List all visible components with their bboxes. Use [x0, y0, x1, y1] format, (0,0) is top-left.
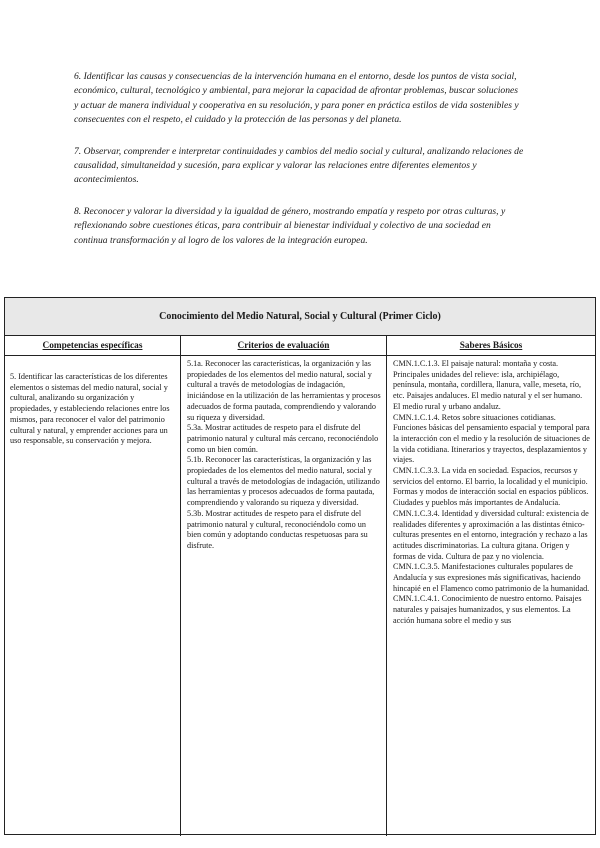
saber-item: CMN.1.C.3.5. Manifestaciones culturales populares de Andalucía y sus expresiones más significativas, haciendo hincapié en el Flamenco como patrimonio de la humanidad.: [393, 562, 590, 593]
objective-6: 6. Identificar las causas y consecuencias de la intervención humana en el entorno, desde los puntos de vista social, económico, cultural, tecnológico y ambiental, para mejorar la capacidad de afrontar problemas, buscar soluciones y actuar de manera individual y cooperativa en su resolución, y para poner en práctica estilos de vida sostenibles y consecuentes con el respeto, el cuidado y la protección de las personas y del planeta.: [74, 71, 519, 126]
criterio-item: 5.3b. Mostrar actitudes de respeto para el disfrute del patrimonio natural y cultural, reconociéndolo como un bien común y adoptando conductas respetuosas para su disfrute.: [187, 508, 368, 550]
competencias-cell: [5, 356, 181, 836]
objective-7: 7. Observar, comprender e interpretar continuidades y cambios del medio social y cultural, analizando relaciones de causalidad, simultaneidad y sucesión, para explicar y valorar las relaciones entre diferentes elementos y acontecimientos.: [74, 145, 524, 186]
table-body-row: [5, 356, 595, 836]
criterio-item: 5.3a. Mostrar actitudes de respeto para el disfrute del patrimonio natural y cultural más cercano, reconociéndolo como un bien común.: [187, 423, 379, 454]
table-title: Conocimiento del Medio Natural, Social y Cultural (Primer Ciclo): [5, 298, 595, 336]
saber-item: CMN.1.C.1.4. Retos sobre situaciones cotidianas. Funciones básicas del pensamiento espacial y temporal para la interacción con el medio y la resolución de situaciones de la vida cotidiana. Itinerarios y trayectos, desplazamientos y viajes.: [393, 412, 590, 465]
competencia-text: 5. Identificar las características de los diferentes elementos o sistemas del medio natural, social y cultural, analizando su organización y propiedades, y estableciendo relaciones entre los mismos, para reconocer el valor del patrimonio cultural y natural, y emprender acciones para un uso responsable, su conservación y mejora.: [10, 372, 170, 446]
criterio-item: 5.1a. Reconocer las características, la organización y las propiedades de los elementos del medio natural, social y cultural a través de metodologías de indagación, iniciándose en la utilización de las herramientas y procesos adecuados de forma pautada, comprendiendo y valorando su riqueza y diversidad.: [187, 359, 381, 422]
saber-item: CMN.1.C.3.4. Identidad y diversidad cultural: existencia de realidades diferentes y aproximación a las distintas étnico-culturas presentes en el entorno, integración y rechazo a las actitudes discriminatorias. La cultura gitana. Origen y formas de vida. Cultura de paz y no violencia.: [393, 508, 589, 561]
criterio-item: 5.1b. Reconocer las características, la organización y las propiedades de los elementos del medio natural, social y cultural a través de metodologías de indagación, utilizando las herramientas y procesos adecuados de forma pautada, comprendiendo y valorando su riqueza y diversidad.: [187, 455, 380, 508]
saberes-cell: [387, 356, 595, 836]
saber-item: CMN.1.C.4.1. Conocimiento de nuestro entorno. Paisajes naturales y paisajes humanizados, y sus elementos. La acción humana sobre el medio y sus: [393, 594, 582, 625]
header-criterios: Criterios de evaluación: [181, 336, 387, 355]
header-saberes: Saberes Básicos: [459, 340, 523, 351]
saber-item: CMN.1.C.1.3. El paisaje natural: montaña y costa. Principales unidades del relieve: isla, archipiélago, península, montaña, cordillera, llanura, valle, meseta, río, etc. Paisajes andaluces. El medio natural y el ser humano. El medio rural y urbano andaluz.: [393, 359, 583, 411]
header-competencias: Competencias específicas: [5, 336, 181, 355]
curriculum-table: [4, 297, 596, 835]
objective-8: 8. Reconocer y valorar la diversidad y la igualdad de género, mostrando empatía y respeto por otras culturas, y reflexionando sobre cuestiones éticas, para contribuir al bienestar individual y colectivo de una sociedad en continua transformación y al logro de los valores de la integración europea.: [74, 205, 506, 246]
table-header-row: [5, 336, 595, 356]
saber-item: CMN.1.C.3.3. La vida en sociedad. Espacios, recursos y servicios del entorno. El barrio, la localidad y el municipio. Formas y modos de interacción social en espacios públicos. Ciudades y pueblos más importantes de Andalucía.: [393, 466, 589, 508]
criterios-cell: [181, 356, 387, 836]
objectives-intro: [74, 70, 524, 265]
